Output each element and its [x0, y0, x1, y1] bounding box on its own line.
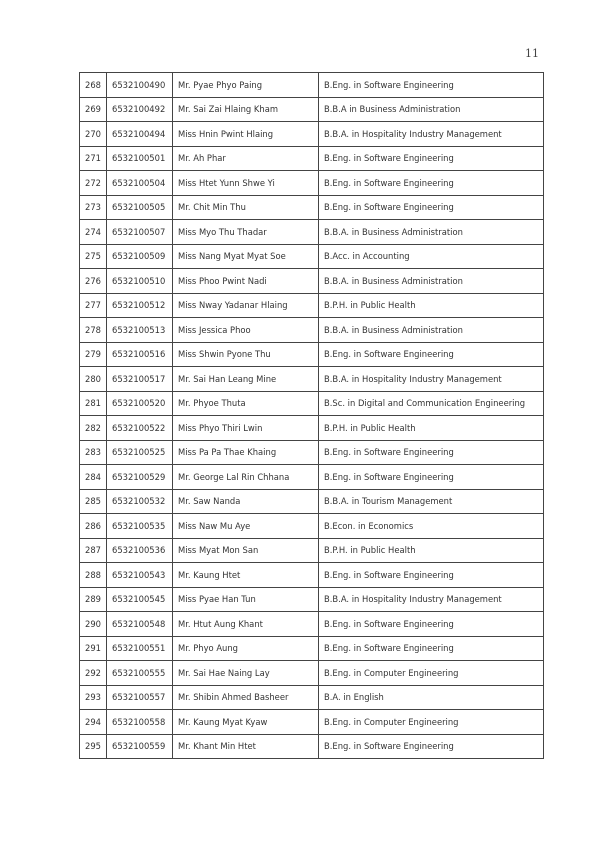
row-number-cell: 271: [80, 146, 107, 171]
program-cell: B.Eng. in Software Engineering: [319, 195, 544, 220]
row-number-cell: 268: [80, 73, 107, 98]
table-row: [80, 734, 544, 759]
table-row: [80, 195, 544, 220]
student-id-cell: 6532100505: [107, 195, 173, 220]
program-cell: B.P.H. in Public Health: [319, 538, 544, 563]
table-row: [80, 97, 544, 122]
program-cell: B.B.A. in Hospitality Industry Management: [319, 587, 544, 612]
row-number-cell: 282: [80, 416, 107, 441]
student-id-cell: 6532100532: [107, 489, 173, 514]
program-cell: B.P.H. in Public Health: [319, 293, 544, 318]
program-cell: B.Eng. in Software Engineering: [319, 342, 544, 367]
table-row: [80, 440, 544, 465]
student-name-cell: Miss Myat Mon San: [173, 538, 319, 563]
table-row: [80, 661, 544, 686]
row-number-cell: 289: [80, 587, 107, 612]
student-name-cell: Mr. Kaung Htet: [173, 563, 319, 588]
table-row: [80, 171, 544, 196]
student-id-cell: 6532100525: [107, 440, 173, 465]
row-number-cell: 270: [80, 122, 107, 147]
student-name-cell: Mr. Sai Hae Naing Lay: [173, 661, 319, 686]
student-name-cell: Miss Phyo Thiri Lwin: [173, 416, 319, 441]
student-name-cell: Miss Hnin Pwint Hlaing: [173, 122, 319, 147]
row-number-cell: 285: [80, 489, 107, 514]
table-row: [80, 636, 544, 661]
table-row: [80, 612, 544, 637]
table-row: [80, 416, 544, 441]
student-id-cell: 6532100529: [107, 465, 173, 490]
student-id-cell: 6532100548: [107, 612, 173, 637]
table-row: [80, 342, 544, 367]
row-number-cell: 284: [80, 465, 107, 490]
student-name-cell: Mr. George Lal Rin Chhana: [173, 465, 319, 490]
program-cell: B.Eng. in Software Engineering: [319, 612, 544, 637]
table-row: [80, 269, 544, 294]
student-id-cell: 6532100517: [107, 367, 173, 392]
row-number-cell: 286: [80, 514, 107, 539]
program-cell: B.Eng. in Software Engineering: [319, 440, 544, 465]
student-id-cell: 6532100535: [107, 514, 173, 539]
student-id-cell: 6532100516: [107, 342, 173, 367]
program-cell: B.Econ. in Economics: [319, 514, 544, 539]
student-id-cell: 6532100513: [107, 318, 173, 343]
student-id-cell: 6532100512: [107, 293, 173, 318]
program-cell: B.Sc. in Digital and Communication Engineering: [319, 391, 544, 416]
program-cell: B.B.A. in Business Administration: [319, 269, 544, 294]
program-cell: B.Eng. in Software Engineering: [319, 636, 544, 661]
program-cell: B.B.A. in Tourism Management: [319, 489, 544, 514]
student-id-cell: 6532100501: [107, 146, 173, 171]
row-number-cell: 274: [80, 220, 107, 245]
row-number-cell: 275: [80, 244, 107, 269]
row-number-cell: 291: [80, 636, 107, 661]
student-id-cell: 6532100509: [107, 244, 173, 269]
row-number-cell: 277: [80, 293, 107, 318]
program-cell: B.B.A in Business Administration: [319, 97, 544, 122]
program-cell: B.Eng. in Software Engineering: [319, 563, 544, 588]
program-cell: B.A. in English: [319, 685, 544, 710]
table-row: [80, 73, 544, 98]
row-number-cell: 295: [80, 734, 107, 759]
student-name-cell: Miss Jessica Phoo: [173, 318, 319, 343]
table-row: [80, 563, 544, 588]
program-cell: B.B.A. in Business Administration: [319, 220, 544, 245]
student-name-cell: Mr. Shibin Ahmed Basheer: [173, 685, 319, 710]
program-cell: B.Acc. in Accounting: [319, 244, 544, 269]
student-id-cell: 6532100510: [107, 269, 173, 294]
student-id-cell: 6532100559: [107, 734, 173, 759]
row-number-cell: 273: [80, 195, 107, 220]
row-number-cell: 276: [80, 269, 107, 294]
row-number-cell: 278: [80, 318, 107, 343]
table-row: [80, 318, 544, 343]
student-name-cell: Mr. Ah Phar: [173, 146, 319, 171]
student-id-cell: 6532100543: [107, 563, 173, 588]
student-name-cell: Mr. Sai Han Leang Mine: [173, 367, 319, 392]
table-row: [80, 146, 544, 171]
table-row: [80, 293, 544, 318]
student-name-cell: Mr. Chit Min Thu: [173, 195, 319, 220]
student-name-cell: Mr. Kaung Myat Kyaw: [173, 710, 319, 735]
program-cell: B.Eng. in Computer Engineering: [319, 710, 544, 735]
table-row: [80, 465, 544, 490]
student-name-cell: Mr. Khant Min Htet: [173, 734, 319, 759]
table-row: [80, 489, 544, 514]
student-id-cell: 6532100551: [107, 636, 173, 661]
student-id-cell: 6532100536: [107, 538, 173, 563]
student-name-cell: Mr. Phyoe Thuta: [173, 391, 319, 416]
student-name-cell: Miss Nway Yadanar Hlaing: [173, 293, 319, 318]
student-name-cell: Miss Phoo Pwint Nadi: [173, 269, 319, 294]
table-row: [80, 391, 544, 416]
row-number-cell: 294: [80, 710, 107, 735]
row-number-cell: 283: [80, 440, 107, 465]
program-cell: B.Eng. in Software Engineering: [319, 73, 544, 98]
program-cell: B.Eng. in Software Engineering: [319, 146, 544, 171]
row-number-cell: 281: [80, 391, 107, 416]
row-number-cell: 287: [80, 538, 107, 563]
student-id-cell: 6532100507: [107, 220, 173, 245]
program-cell: B.Eng. in Software Engineering: [319, 171, 544, 196]
row-number-cell: 288: [80, 563, 107, 588]
student-name-cell: Mr. Phyo Aung: [173, 636, 319, 661]
table-row: [80, 538, 544, 563]
table-row: [80, 367, 544, 392]
table-row: [80, 244, 544, 269]
table-row: [80, 587, 544, 612]
student-id-cell: 6532100555: [107, 661, 173, 686]
student-name-cell: Miss Pa Pa Thae Khaing: [173, 440, 319, 465]
student-id-cell: 6532100520: [107, 391, 173, 416]
program-cell: B.Eng. in Software Engineering: [319, 734, 544, 759]
student-name-cell: Miss Shwin Pyone Thu: [173, 342, 319, 367]
table-row: [80, 220, 544, 245]
program-cell: B.B.A. in Hospitality Industry Management: [319, 367, 544, 392]
student-id-cell: 6532100492: [107, 97, 173, 122]
student-name-cell: Mr. Htut Aung Khant: [173, 612, 319, 637]
program-cell: B.Eng. in Software Engineering: [319, 465, 544, 490]
student-id-cell: 6532100522: [107, 416, 173, 441]
program-cell: B.Eng. in Computer Engineering: [319, 661, 544, 686]
student-name-cell: Miss Naw Mu Aye: [173, 514, 319, 539]
row-number-cell: 290: [80, 612, 107, 637]
table-row: [80, 685, 544, 710]
student-id-cell: 6532100494: [107, 122, 173, 147]
table-row: [80, 514, 544, 539]
student-name-cell: Miss Htet Yunn Shwe Yi: [173, 171, 319, 196]
student-id-cell: 6532100545: [107, 587, 173, 612]
student-id-cell: 6532100504: [107, 171, 173, 196]
student-id-cell: 6532100557: [107, 685, 173, 710]
program-cell: B.P.H. in Public Health: [319, 416, 544, 441]
student-table-body: [80, 73, 544, 759]
row-number-cell: 269: [80, 97, 107, 122]
row-number-cell: 293: [80, 685, 107, 710]
row-number-cell: 280: [80, 367, 107, 392]
student-name-cell: Mr. Saw Nanda: [173, 489, 319, 514]
row-number-cell: 272: [80, 171, 107, 196]
student-id-cell: 6532100558: [107, 710, 173, 735]
student-name-cell: Miss Pyae Han Tun: [173, 587, 319, 612]
program-cell: B.B.A. in Business Administration: [319, 318, 544, 343]
student-name-cell: Mr. Sai Zai Hlaing Kham: [173, 97, 319, 122]
row-number-cell: 279: [80, 342, 107, 367]
page-number: 11: [525, 47, 539, 60]
student-name-cell: Mr. Pyae Phyo Paing: [173, 73, 319, 98]
student-name-cell: Miss Myo Thu Thadar: [173, 220, 319, 245]
student-table: [79, 72, 544, 759]
table-row: [80, 122, 544, 147]
table-row: [80, 710, 544, 735]
program-cell: B.B.A. in Hospitality Industry Management: [319, 122, 544, 147]
student-id-cell: 6532100490: [107, 73, 173, 98]
student-name-cell: Miss Nang Myat Myat Soe: [173, 244, 319, 269]
row-number-cell: 292: [80, 661, 107, 686]
